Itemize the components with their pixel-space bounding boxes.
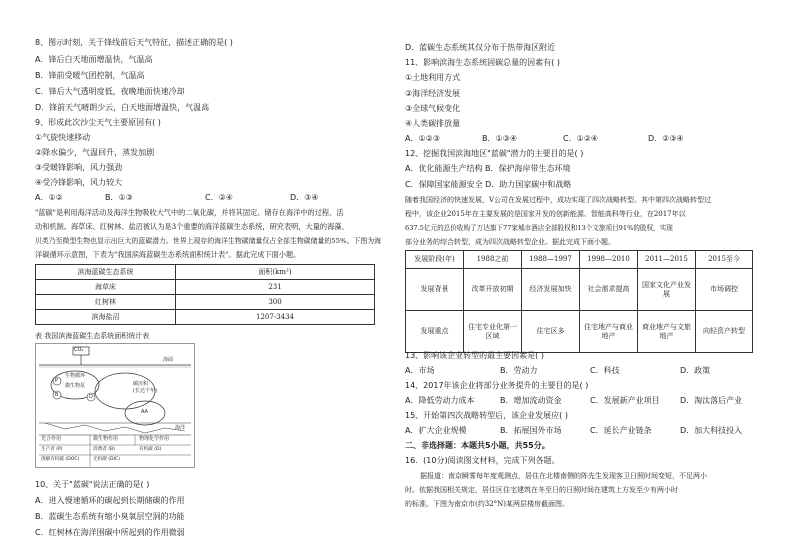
- ocean-carbon-cycle-diagram: [35, 343, 195, 468]
- q10-option-c: C．红树林在海洋围碳中所起到的作用微弱: [35, 528, 185, 537]
- q9-stem: 9、形成此次沙尘天气主要原因有( ): [35, 118, 161, 127]
- q11-choice-d: D．②③④: [648, 134, 684, 143]
- q14-choice-c: C．发展新产业项目: [590, 396, 660, 405]
- q9-item-1: ①气旋快速移动: [35, 133, 91, 142]
- q11-choice-c: C．①②④: [563, 134, 599, 143]
- q13-choice-d: D．政策: [680, 366, 711, 375]
- b-label: B: [55, 392, 59, 398]
- q13-choice-b: B．劳动力: [500, 366, 538, 375]
- table-header: 1988—1997: [522, 251, 580, 269]
- q11-choice-b: B．①③④: [482, 134, 518, 143]
- table-header: 1988之前: [464, 251, 522, 269]
- q10-stem: 10、关于"蓝碳"说法正确的是( ): [35, 480, 150, 489]
- q15-choice-b: B．拓展国外市场: [500, 426, 562, 435]
- q16-stem: 16．(10分)阅读图文材料，完成下列各题。: [405, 456, 560, 465]
- q8-option-d: D．锋前天气晴朗少云，白天地面增温快，气温高: [35, 103, 210, 112]
- q11-item-1: ①土地利用方式: [405, 73, 461, 82]
- passage-line-2: 程中，该企业2015年在主要发展的是国家开发的创新能源、智能高科等行业，在2017年以: [405, 210, 686, 218]
- sea-surface-label: 海面: [163, 357, 174, 363]
- blue-carbon-area-table: [35, 264, 375, 325]
- table-header: 1998—2010: [580, 251, 638, 269]
- q10-option-d: D．蓝碳生态系统其仅分布于热带海区附近: [405, 43, 556, 52]
- legend-microbial: 微生物作用: [93, 436, 119, 442]
- q10-option-a: A．进入慢速循环的碳起到长期储碳的作用: [35, 496, 185, 505]
- table-cell: 海草床: [36, 280, 176, 295]
- passage-line-4: 部分业务的综合转型，成为四次战略转型企业。据此完成下面小题。: [405, 238, 615, 246]
- table-cell: 向轻资产转型: [696, 311, 753, 353]
- passage-line-3: 637.5亿元的总价收购了万达旗下77家城市酒店全部股权和13个文旅项目91%的股权，实现: [405, 224, 673, 232]
- sediment-label: 碳沉积 (长达千年): [133, 381, 157, 394]
- section-heading: 二、非选择题：本题共5小题，共55分。: [405, 441, 550, 450]
- table-cell: 经济发展加快: [522, 269, 580, 311]
- q11-item-4: ④人类碳排放量: [405, 119, 461, 128]
- q9-choice-c: C．②④: [205, 193, 233, 202]
- table-cell: 发展重点: [406, 311, 464, 353]
- p-label: P: [55, 378, 59, 384]
- q9-item-3: ③受暖锋影响，风力强劲: [35, 163, 123, 172]
- q14-stem: 14、2017年该企业将部分业务提升的主要目的是( ): [405, 381, 589, 390]
- q16-passage-line-1: 据报道：南京瞬雾每年度观测点，居住在北楼南侧的阵先生发现客卫日照时间变短，不足两小: [420, 472, 707, 480]
- q14-choice-b: B．增加流动资金: [500, 396, 562, 405]
- legend-physical: 物理化学作用: [139, 436, 170, 442]
- table-cell: 300: [176, 295, 375, 310]
- table-cell: 滨海盐沼: [36, 310, 176, 325]
- legend-consumer: 消费者 (B): [93, 447, 115, 452]
- bio-cycle-label: 生物循环: [65, 373, 86, 379]
- q16-passage-line-2: 时。依据我国相关规定，居住区住宅建筑在冬至日的日照时间在建筑上方发至少有两小时: [405, 486, 678, 494]
- q9-item-4: ④受冷锋影响，风力较大: [35, 178, 123, 187]
- table-header: 滨海蓝碳生态系统: [36, 265, 176, 280]
- ocean-label: 海洋: [175, 425, 186, 431]
- table-cell: 市场调控: [696, 269, 753, 311]
- table-cell: 住宅区多: [522, 311, 580, 353]
- micro-pump-label: 微生物泵: [65, 383, 86, 389]
- passage-line-1: "蓝碳"是利用海洋活动及海洋生物吸收大气中的二氧化碳，并将其固定、储存在海洋中的过程、活: [35, 208, 344, 217]
- legend-producer: 生产者 (P): [41, 447, 63, 452]
- q14-choice-d: D．淘汰落后产业: [680, 396, 743, 405]
- legend-photosynthesis: 光合作用: [41, 436, 62, 442]
- q8-option-c: C．锋后大气透明度低，夜晚地面快速冷却: [35, 87, 185, 96]
- table-header: 2011—2015: [638, 251, 696, 269]
- table-cell: 发展背景: [406, 269, 464, 311]
- q11-stem: 11、影响滨海生态系统固碳总量的因素有( ): [405, 58, 560, 67]
- q8-stem: 8、图示时刻，关于锋线前后天气特征，描述正确的是( ): [35, 38, 233, 47]
- q9-item-2: ②降水偏少，气温回升，蒸发加剧: [35, 148, 155, 157]
- table-cell: 国家文化产业发展: [638, 269, 696, 311]
- q10-option-b: B．蓝碳生态系统有缩小臭氧层空洞的功能: [35, 512, 185, 521]
- q15-choice-d: D．加大科技投入: [680, 426, 743, 435]
- q8-option-b: B．锋前受暖气团控制，气温高: [35, 71, 145, 80]
- co2-label: CO₂: [74, 347, 84, 353]
- q13-choice-a: A．市场: [405, 366, 435, 375]
- q12-options-ab: A．优化能源生产结构 B．保护海岸带生态环境: [405, 164, 571, 173]
- table-cell: 住宅专业化第一区域: [464, 311, 522, 353]
- table-cell: 231: [176, 280, 375, 295]
- table-cell: 住宅地产与商业地产: [580, 311, 638, 353]
- table-header: 面积(km²): [176, 265, 375, 280]
- table-cell: 红树林: [36, 295, 176, 310]
- q15-choice-a: A．扩大企业规模: [405, 426, 467, 435]
- q11-choice-a: A．①②③: [405, 134, 440, 143]
- q11-item-2: ②海洋经济发展: [405, 89, 461, 98]
- d-label: D: [89, 394, 93, 400]
- q12-options-cd: C．保障国家能源安全 D．助力国家碳中和战略: [405, 180, 572, 189]
- development-stage-table: [405, 250, 753, 353]
- table-header: 2015至今: [696, 251, 753, 269]
- q12-stem: 12、挖掘我国滨海地区"蓝碳"潜力的主要目的是( ): [405, 149, 584, 158]
- q9-choice-b: B．①③: [105, 193, 133, 202]
- q9-choice-d: D．③④: [290, 193, 319, 202]
- table-cell: 改革开放初期: [464, 269, 522, 311]
- table-header: 发展阶段(年): [406, 251, 464, 269]
- q15-choice-c: C．延长产业链条: [590, 426, 652, 435]
- passage-line-3: 贝类乃至微型生物也显示出巨大的蓝碳潜力。世界上现存的海洋生物碳储量仅占全部生物碳储量的55%。下图为海: [35, 237, 382, 245]
- passage-line-2: 动和机制。海草床、红树林、盐沼被认为是3个重要的海洋蓝碳生态系统，研究表明，大量的海藻、: [35, 222, 349, 231]
- q13-stem: 13、影响该企业转型的最主要因素是( ): [405, 351, 544, 360]
- q14-choice-a: A．降低劳动力成本: [405, 396, 475, 405]
- table-caption: 表 我国滨海蓝碳生态系统面积统计表: [35, 332, 150, 340]
- table-cell: 社会需求提高: [580, 269, 638, 311]
- legend-doc: 溶解有机碳 (DOC): [41, 457, 80, 462]
- aa-label: AA: [141, 409, 148, 415]
- q16-passage-line-3: 的标准。下图为南京市(约32°N)某两层楼房截面图。: [405, 500, 569, 508]
- legend-dic: 无机碳 (DIC): [93, 457, 120, 462]
- q11-item-3: ③全球气候变化: [405, 104, 461, 113]
- passage-line-4: 洋碳循环示意图，下表为"我国滨海蓝碳生态系统面积统计表"。据此完成下面小题。: [35, 250, 301, 259]
- q15-stem: 15、开始第四次战略转型后，该企业发展应( ): [405, 411, 568, 420]
- table-cell: 1207-3434: [176, 310, 375, 325]
- legend-organic: 有机碳 (D): [139, 447, 162, 452]
- passage-line-1: 随着我国经济的快速发展，Ⅴ公司在发展过程中，成功实现了四次战略转型。其中第四次战略转型过: [405, 196, 712, 204]
- table-cell: 商业地产与文旅地产: [638, 311, 696, 353]
- q9-choice-a: A．①②: [35, 193, 63, 202]
- q13-choice-c: C．科技: [590, 366, 620, 375]
- q8-option-a: A．锋后白天地面增温快，气温高: [35, 55, 153, 64]
